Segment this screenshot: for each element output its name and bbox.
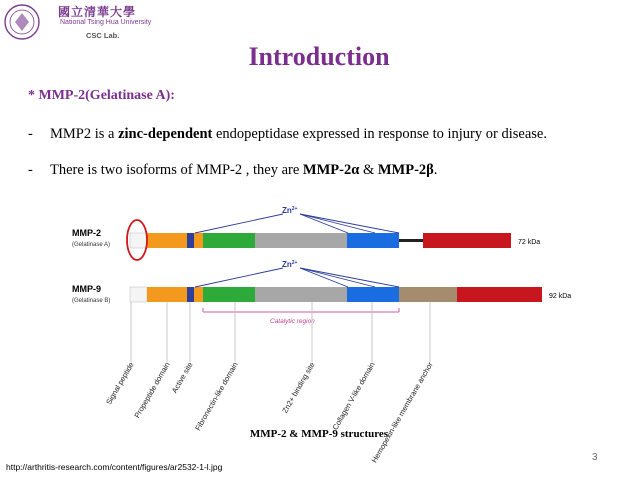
mmp9-signal-segment: [130, 287, 147, 302]
university-name-en: National Tsing Hua University: [60, 19, 152, 26]
mmp2-kda: 72 kDa: [518, 239, 541, 246]
mmp9-label: MMP-9: [72, 284, 101, 294]
mmp9-propeptide-segment-2: [194, 287, 203, 302]
mmp2-propeptide-segment-2: [194, 233, 203, 248]
mmp2-bar: [130, 233, 540, 248]
mmp9-catalytic-segment: [255, 287, 347, 302]
mmp9-hemopexin-segment: [457, 287, 542, 302]
bullet2-text-end: .: [433, 162, 438, 178]
label-fibronectin-domain: Fibronectin-like domain: [193, 360, 240, 433]
bullet-dash: -: [28, 126, 33, 142]
bullet2-text-bold2: MMP-2β: [377, 162, 434, 178]
figure-caption: MMP-2 & MMP-9 structures: [249, 428, 389, 440]
bullet1-text-bold: zinc-dependent: [118, 126, 213, 142]
zn-label-mmp2: $Zn^{2+}$: [282, 206, 298, 215]
bullet2-text-pre: There is two isoforms of MMP-2 , they are: [50, 162, 303, 178]
zn-lines-mmp9: [195, 268, 399, 287]
label-active-site: Active site: [169, 360, 195, 395]
domain-leader-lines: [131, 302, 430, 362]
slide-title: Introduction: [248, 42, 390, 71]
mmp2-label: MMP-2: [72, 228, 101, 238]
mmp2-zn-binding-segment: [347, 233, 399, 248]
mmp9-bar: [130, 287, 571, 302]
mmp2-signal-segment: [130, 233, 147, 248]
mmp9-propeptide-segment: [147, 287, 187, 302]
mmp9-kda: 92 kDa: [549, 293, 572, 300]
label-hemopexin-anchor: Hemopexin-like membrane anchor: [369, 360, 435, 465]
bullet1-text-post: endopeptidase expressed in response to injury or disease.: [212, 126, 547, 142]
mmp9-zn-binding-segment: [347, 287, 399, 302]
zn-label-mmp9: $Zn^{2+}$: [282, 260, 298, 269]
zn-lines-mmp2: [195, 214, 399, 233]
label-zn-binding-site: Zn2+ binding site: [280, 360, 317, 415]
domain-labels: [104, 360, 435, 464]
bullet2-text-bold1: MMP-2α: [302, 162, 360, 178]
label-propeptide-domain: Propeptide domain: [132, 360, 172, 420]
mmp9-fibronectin-segment: [203, 287, 255, 302]
mmp2-fibronectin-segment: [203, 233, 255, 248]
university-name-cn: 國立清華大學: [58, 5, 137, 19]
slide-subtitle: * MMP-2(Gelatinase A):: [28, 88, 175, 103]
mmp9-sublabel: (Gelatinase B): [72, 298, 111, 304]
mmp2-catalytic-segment: [255, 233, 347, 248]
bullet2-text-mid: &: [359, 162, 378, 178]
lab-name: CSC Lab.: [86, 31, 120, 40]
mmp2-hemopexin-segment: [423, 233, 511, 248]
mmp2-propeptide-segment: [147, 233, 187, 248]
mmp2-linker: [399, 239, 423, 242]
label-collagen-domain: Collagen V-like domain: [330, 360, 377, 432]
mmp2-sublabel: (Gelatinase A): [72, 242, 111, 248]
mmp9-active-segment: [187, 287, 194, 302]
bullet-dash: -: [28, 162, 33, 178]
catalytic-region-bracket: [203, 308, 399, 325]
page-number: 3: [592, 452, 598, 463]
source-url: http://arthritis-research.com/content/figures/ar2532-1-l.jpg: [6, 462, 223, 472]
bullet1-text-pre: MMP2 is a: [50, 126, 119, 142]
label-signal-peptide: Signal peptide: [104, 360, 136, 407]
mmp9-collagen-segment: [399, 287, 457, 302]
mmp2-active-segment: [187, 233, 194, 248]
catalytic-region-label: Catalytic region: [270, 318, 315, 325]
